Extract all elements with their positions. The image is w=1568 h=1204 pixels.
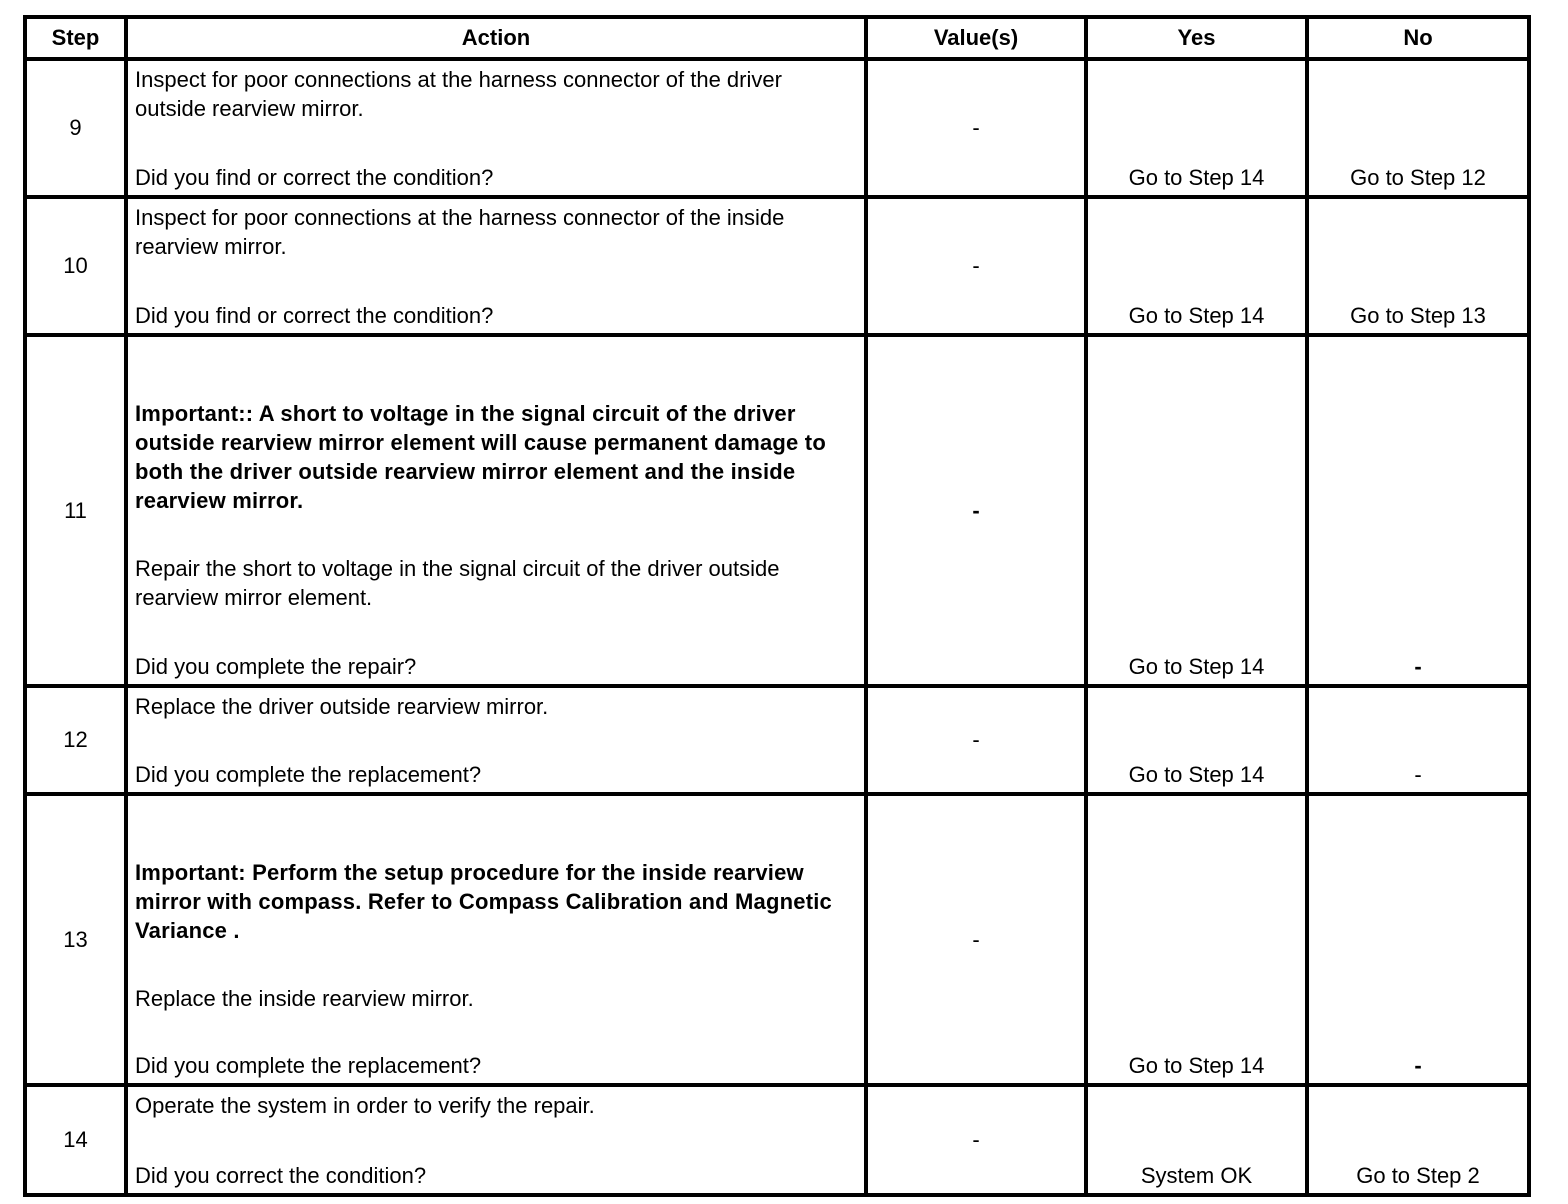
- step-number: 11: [25, 335, 126, 686]
- value-cell: [866, 335, 1086, 686]
- action-cell: [126, 335, 866, 686]
- header-step: Step: [25, 17, 126, 59]
- yes-cell: [1086, 335, 1307, 686]
- table-row-step-11: [25, 335, 1529, 686]
- yes-result: Go to Step 14: [1128, 303, 1265, 328]
- important-note: Important: Perform the setup procedure for the inside rearview mirror with compass. Refer to Compass Calibration and Magnetic Variance .: [135, 860, 832, 943]
- yes-result: Go to Step 14: [1128, 762, 1265, 787]
- action-text: Repair the short to voltage in the signal circuit of the driver outside rearview mirror element.: [135, 556, 780, 610]
- action-cell: [126, 794, 866, 1085]
- no-result: Go to Step 13: [1350, 303, 1486, 328]
- yes-cell: [1086, 686, 1307, 794]
- no-cell: [1307, 197, 1529, 335]
- yes-cell: [1086, 197, 1307, 335]
- action-text: Inspect for poor connections at the harness connector of the driver outside rearview mirror.: [135, 67, 782, 121]
- yes-cell: [1086, 59, 1307, 197]
- step-number: 12: [25, 686, 126, 794]
- action-question: Did you find or correct the condition?: [135, 303, 494, 328]
- step-number: 14: [25, 1085, 126, 1195]
- header-row: [25, 17, 1529, 59]
- no-result: -: [1414, 654, 1422, 679]
- step-number: 9: [25, 59, 126, 197]
- action-text: Replace the inside rearview mirror.: [135, 986, 474, 1011]
- yes-result: Go to Step 14: [1128, 1053, 1265, 1078]
- table-row-step-13: [25, 794, 1529, 1085]
- header-values: Value(s): [866, 17, 1086, 59]
- action-text: Replace the driver outside rearview mirror.: [135, 694, 549, 719]
- yes-result: System OK: [1140, 1163, 1253, 1188]
- no-result: -: [1414, 762, 1422, 787]
- yes-result: Go to Step 14: [1128, 654, 1265, 679]
- step-number: 10: [25, 197, 126, 335]
- header-action: Action: [126, 17, 866, 59]
- no-cell: [1307, 794, 1529, 1085]
- yes-cell: [1086, 1085, 1307, 1195]
- value-cell: -: [866, 197, 1086, 335]
- header-no: No: [1307, 17, 1529, 59]
- action-cell: [126, 59, 866, 197]
- no-result: Go to Step 12: [1350, 165, 1486, 190]
- action-cell: [126, 686, 866, 794]
- yes-cell: [1086, 794, 1307, 1085]
- table-row-step-12: [25, 686, 1529, 794]
- action-text: Inspect for poor connections at the harness connector of the inside rearview mirror.: [135, 205, 785, 259]
- yes-result: Go to Step 14: [1128, 165, 1265, 190]
- value-cell: -: [866, 1085, 1086, 1195]
- no-result: -: [1414, 1053, 1422, 1078]
- value-cell: -: [866, 59, 1086, 197]
- header-yes: Yes: [1086, 17, 1307, 59]
- no-cell: [1307, 686, 1529, 794]
- value-cell: -: [866, 794, 1086, 1085]
- no-result: Go to Step 2: [1356, 1163, 1480, 1188]
- value-text: -: [972, 497, 980, 523]
- action-question: Did you complete the replacement?: [135, 762, 482, 787]
- action-question: Did you correct the condition?: [135, 1163, 427, 1188]
- table-row-step-10: [25, 197, 1529, 335]
- action-question: Did you complete the replacement?: [135, 1053, 482, 1078]
- step-number: 13: [25, 794, 126, 1085]
- action-cell: [126, 197, 866, 335]
- no-cell: [1307, 1085, 1529, 1195]
- table-row-step-14: [25, 1085, 1529, 1195]
- no-cell: [1307, 335, 1529, 686]
- action-text: Operate the system in order to verify the repair.: [135, 1093, 595, 1118]
- no-cell: [1307, 59, 1529, 197]
- important-note: Important:: A short to voltage in the signal circuit of the driver outside rearview mirror element will cause permanent damage to both the driver outside rearview mirror element and the inside rearview mirror.: [135, 401, 826, 513]
- table-row-step-9: [25, 59, 1529, 197]
- value-cell: -: [866, 686, 1086, 794]
- action-question: Did you find or correct the condition?: [135, 165, 494, 190]
- diagnostic-table: [23, 15, 1531, 1197]
- action-question: Did you complete the repair?: [135, 654, 417, 679]
- action-cell: [126, 1085, 866, 1195]
